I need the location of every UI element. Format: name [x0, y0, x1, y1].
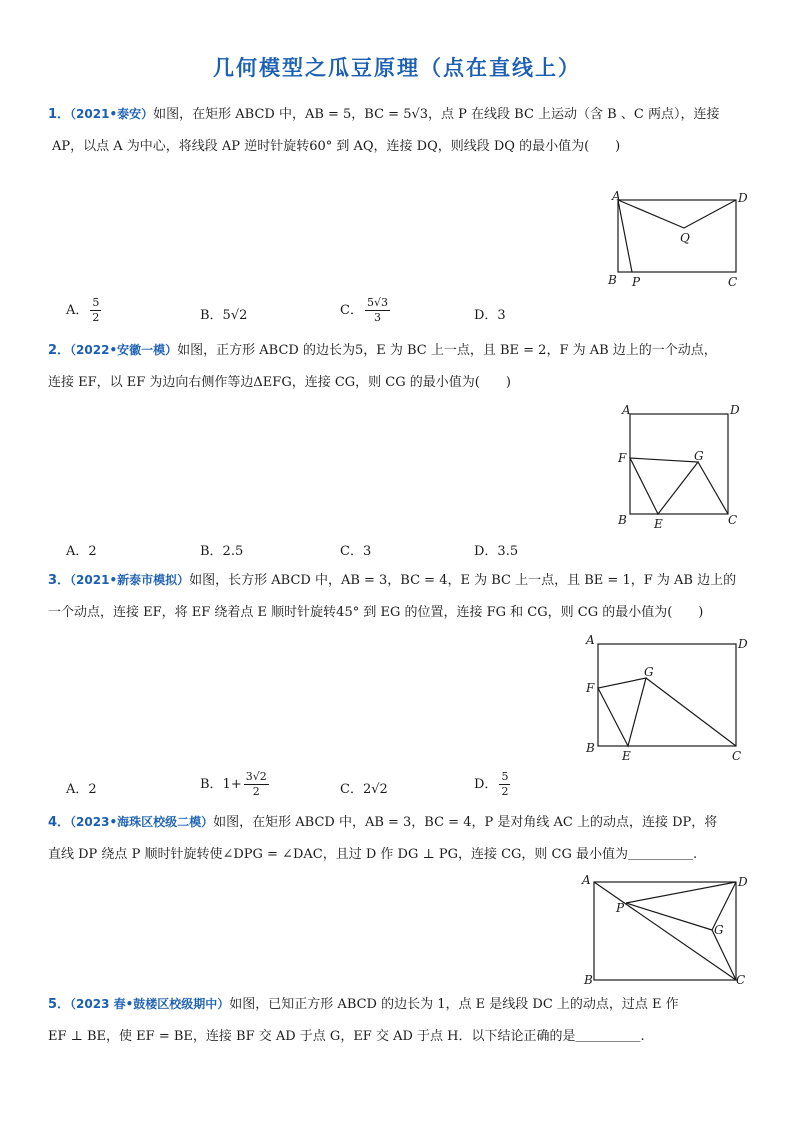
- option-a: A．2: [66, 544, 97, 559]
- label-d: D: [738, 875, 748, 889]
- question-3: [48, 564, 748, 629]
- question-text: 如图，已知正方形 ABCD 的边长为 1，点 E 是线段 DC 上的动点，过点 E 作: [229, 997, 679, 1012]
- label-d: D: [738, 637, 748, 651]
- question-source: （2023•海珠区校级二模）: [70, 815, 214, 829]
- question-2: [48, 334, 748, 399]
- segment-cg: [646, 678, 736, 746]
- segment-pg: [626, 903, 712, 930]
- question-text: 如图，在矩形 ABCD 中，AB = 3，BC = 4，P 是对角线 AC 上的动点，连接 DP，将: [213, 815, 718, 830]
- triangle-efg: [598, 678, 646, 746]
- question-1-line-1: [48, 98, 748, 131]
- label-c: C: [728, 513, 738, 527]
- label-c: C: [732, 749, 742, 763]
- segment-gc: [712, 930, 736, 980]
- option-c: C．3: [340, 544, 372, 559]
- question-source: （2022•安徽一模）: [70, 343, 178, 357]
- option-c: C．2√2: [340, 782, 388, 797]
- option-a: A．2: [66, 782, 97, 797]
- figure-q4: [580, 870, 752, 990]
- question-3-line-2: 一个动点，连接 EF，将 EF 绕着点 E 顺时针旋转45° 到 EG 的位置，连接 FG 和 CG，则 CG 的最小值为( ): [48, 605, 704, 620]
- square-abcd: [630, 414, 728, 514]
- question-5-line-2: EF ⊥ BE，使 EF = BE，连接 BF 交 AD 于点 G，EF 交 AD 于点 H．以下结论正确的是＿＿＿＿＿.: [48, 1029, 645, 1044]
- question-number: 1．: [48, 107, 71, 122]
- question-source: （2023 春•鼓楼区校级期中）: [70, 997, 230, 1011]
- label-p: P: [616, 901, 625, 915]
- question-5: [48, 988, 748, 1053]
- label-a: A: [586, 633, 595, 647]
- option-a: A． $\frac{5}{2}$: [66, 296, 100, 324]
- question-1-line-2: AP，以点 A 为中心，将线段 AP 逆时针旋转60° 到 AQ，连接 DQ，则线段 DQ 的最小值为( ): [52, 139, 621, 154]
- question-number: 5．: [48, 997, 71, 1012]
- question-2-line-1: [48, 334, 748, 367]
- label-b: B: [584, 973, 593, 987]
- question-3-line-1: [48, 564, 748, 597]
- triangle-efg: [630, 458, 698, 514]
- label-e: E: [654, 517, 663, 531]
- option-d: D．3: [474, 308, 506, 323]
- figure-q1: [606, 188, 756, 288]
- label-c: C: [736, 973, 746, 987]
- label-g: G: [694, 449, 704, 463]
- option-d: D． $\frac{5}{2}$: [474, 770, 509, 798]
- segment-aqd: [618, 200, 736, 228]
- label-d: D: [738, 191, 748, 205]
- label-c: C: [728, 275, 738, 288]
- label-b: B: [608, 273, 617, 287]
- label-b: B: [618, 513, 627, 527]
- segment-pd: [626, 882, 736, 903]
- label-g: G: [644, 665, 654, 679]
- option-d: D．3.5: [474, 544, 519, 559]
- option-b: B．2.5: [200, 544, 244, 559]
- label-f: F: [618, 451, 627, 465]
- label-g: G: [714, 923, 724, 937]
- label-q: Q: [680, 231, 690, 245]
- question-number: 3．: [48, 573, 71, 588]
- label-d: D: [730, 403, 740, 417]
- label-a: A: [612, 189, 621, 203]
- figure-q3: [582, 632, 752, 766]
- option-b: B．1+ $\frac{3√2}{2}$: [200, 770, 267, 798]
- question-text: 如图，在矩形 ABCD 中，AB = 5，BC = 5√3，点 P 在线段 BC 上运动（含 B 、C 两点），连接: [153, 107, 720, 122]
- page-title: 几何模型之瓜豆原理（点在直线上）: [213, 56, 581, 80]
- question-source: （2021•泰安）: [70, 107, 154, 121]
- question-1: [48, 98, 748, 163]
- question-text: 如图，正方形 ABCD 的边长为5，E 为 BC 上一点，且 BE = 2，F 为 AB 边上的一个动点，: [177, 343, 717, 358]
- question-4-line-1: [48, 806, 748, 839]
- option-b: B．5√2: [200, 308, 248, 323]
- label-b: B: [586, 741, 595, 755]
- question-2-line-2: 连接 EF，以 EF 为边向右侧作等边ΔEFG，连接 CG，则 CG 的最小值为( ): [48, 375, 511, 390]
- label-p: P: [632, 275, 641, 288]
- label-a: A: [582, 873, 591, 887]
- label-e: E: [622, 749, 631, 763]
- figure-q2: [612, 400, 762, 534]
- question-4: [48, 806, 748, 871]
- question-number: 4．: [48, 815, 71, 830]
- option-c: C． $\frac{5√3}{3}$: [340, 296, 388, 324]
- question-5-line-1: [48, 988, 748, 1021]
- question-4-line-2: 直线 DP 绕点 P 顺时针旋转使∠DPG = ∠DAC，且过 D 作 DG ⊥ PG，连接 CG，则 CG 最小值为＿＿＿＿＿.: [48, 847, 698, 862]
- segment-ap: [618, 200, 632, 272]
- question-number: 2．: [48, 343, 71, 358]
- question-text: 如图，长方形 ABCD 中，AB = 3，BC = 4，E 为 BC 上一点，且 BE = 1，F 为 AB 边上的: [189, 573, 737, 588]
- question-source: （2021•新泰市模拟）: [70, 573, 190, 587]
- segment-cg: [698, 462, 728, 514]
- rectangle-abcd: [618, 200, 736, 272]
- label-f: F: [586, 681, 595, 695]
- label-a: A: [622, 403, 631, 417]
